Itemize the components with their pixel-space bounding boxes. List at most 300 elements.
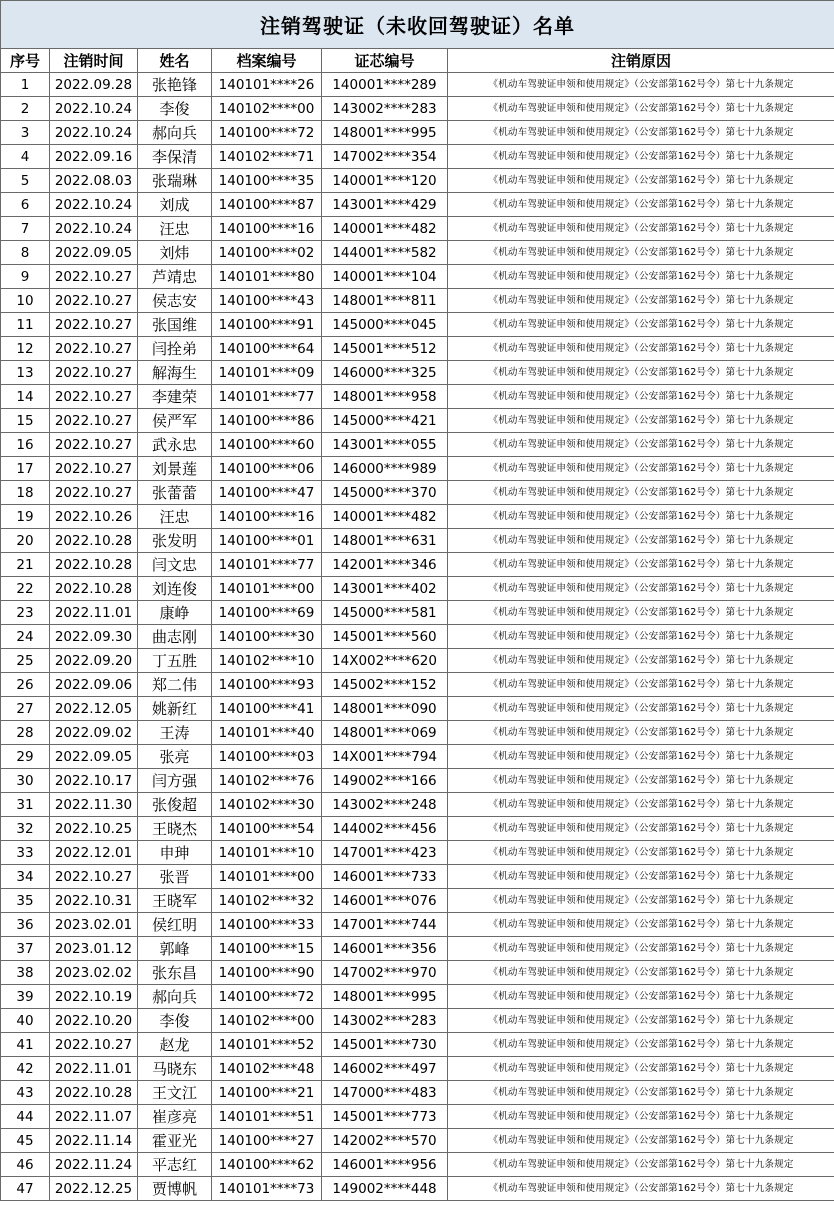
- cell-no: 6: [1, 193, 50, 217]
- cell-no: 12: [1, 337, 50, 361]
- column-header-reason: 注销原因: [448, 49, 834, 73]
- cell-date: 2022.10.27: [50, 313, 138, 337]
- cell-core-number: 142002****570: [322, 1129, 448, 1153]
- column-header-no: 序号: [1, 49, 50, 73]
- table-row: [1, 1105, 834, 1129]
- cell-date: 2022.09.06: [50, 673, 138, 697]
- table-row: [1, 817, 834, 841]
- table-row: [1, 433, 834, 457]
- cell-file-number: 140100****54: [212, 817, 322, 841]
- cell-name: 曲志刚: [138, 625, 212, 649]
- cell-reason: 《机动车驾驶证申领和使用规定》（公安部第162号令）第七十九条规定: [448, 1153, 834, 1177]
- cell-reason: 《机动车驾驶证申领和使用规定》（公安部第162号令）第七十九条规定: [448, 913, 834, 937]
- cell-core-number: 147002****970: [322, 961, 448, 985]
- cell-name: 姚新红: [138, 697, 212, 721]
- cell-date: 2022.10.27: [50, 265, 138, 289]
- cell-core-number: 147001****744: [322, 913, 448, 937]
- cell-file-number: 140102****71: [212, 145, 322, 169]
- cell-file-number: 140100****33: [212, 913, 322, 937]
- cell-file-number: 140100****87: [212, 193, 322, 217]
- cell-name: 申珅: [138, 841, 212, 865]
- cell-reason: 《机动车驾驶证申领和使用规定》（公安部第162号令）第七十九条规定: [448, 841, 834, 865]
- table-row: [1, 73, 834, 97]
- cell-file-number: 140102****00: [212, 1009, 322, 1033]
- cell-reason: 《机动车驾驶证申领和使用规定》（公安部第162号令）第七十九条规定: [448, 265, 834, 289]
- cell-core-number: 140001****104: [322, 265, 448, 289]
- cell-no: 13: [1, 361, 50, 385]
- cell-date: 2022.10.28: [50, 553, 138, 577]
- cell-no: 14: [1, 385, 50, 409]
- cell-no: 45: [1, 1129, 50, 1153]
- cell-no: 23: [1, 601, 50, 625]
- cell-core-number: 142001****346: [322, 553, 448, 577]
- cell-date: 2022.10.28: [50, 1081, 138, 1105]
- cell-core-number: 148001****995: [322, 121, 448, 145]
- cell-file-number: 140100****01: [212, 529, 322, 553]
- cell-name: 郭峰: [138, 937, 212, 961]
- cell-core-number: 143001****429: [322, 193, 448, 217]
- cell-file-number: 140100****47: [212, 481, 322, 505]
- cell-file-number: 140100****02: [212, 241, 322, 265]
- cell-name: 张发明: [138, 529, 212, 553]
- cell-date: 2022.09.05: [50, 241, 138, 265]
- cell-reason: 《机动车驾驶证申领和使用规定》（公安部第162号令）第七十九条规定: [448, 121, 834, 145]
- cell-reason: 《机动车驾驶证申领和使用规定》（公安部第162号令）第七十九条规定: [448, 985, 834, 1009]
- cell-file-number: 140101****77: [212, 385, 322, 409]
- cell-name: 闫文忠: [138, 553, 212, 577]
- cell-reason: 《机动车驾驶证申领和使用规定》（公安部第162号令）第七十九条规定: [448, 1105, 834, 1129]
- cell-core-number: 146001****956: [322, 1153, 448, 1177]
- cell-date: 2022.12.05: [50, 697, 138, 721]
- cell-date: 2022.10.31: [50, 889, 138, 913]
- cell-name: 张晋: [138, 865, 212, 889]
- cell-core-number: 146000****989: [322, 457, 448, 481]
- cell-file-number: 140102****30: [212, 793, 322, 817]
- cell-file-number: 140100****43: [212, 289, 322, 313]
- table-row: [1, 289, 834, 313]
- cell-reason: 《机动车驾驶证申领和使用规定》（公安部第162号令）第七十九条规定: [448, 889, 834, 913]
- cell-core-number: 146001****076: [322, 889, 448, 913]
- cell-date: 2022.10.24: [50, 97, 138, 121]
- cell-core-number: 145001****773: [322, 1105, 448, 1129]
- cell-core-number: 14X002****620: [322, 649, 448, 673]
- cell-date: 2022.10.26: [50, 505, 138, 529]
- cell-no: 22: [1, 577, 50, 601]
- table-row: [1, 577, 834, 601]
- cell-reason: 《机动车驾驶证申领和使用规定》（公安部第162号令）第七十九条规定: [448, 721, 834, 745]
- cell-core-number: 145000****421: [322, 409, 448, 433]
- cell-name: 刘成: [138, 193, 212, 217]
- cell-core-number: 145000****045: [322, 313, 448, 337]
- cell-date: 2022.11.30: [50, 793, 138, 817]
- cell-no: 43: [1, 1081, 50, 1105]
- cell-reason: 《机动车驾驶证申领和使用规定》（公安部第162号令）第七十九条规定: [448, 385, 834, 409]
- cell-date: 2022.10.27: [50, 481, 138, 505]
- table-row: [1, 1057, 834, 1081]
- table-row: [1, 361, 834, 385]
- table-row: [1, 217, 834, 241]
- table-row: [1, 649, 834, 673]
- table-row: [1, 505, 834, 529]
- cell-reason: 《机动车驾驶证申领和使用规定》（公安部第162号令）第七十九条规定: [448, 745, 834, 769]
- cell-no: 8: [1, 241, 50, 265]
- cell-name: 李建荣: [138, 385, 212, 409]
- cell-core-number: 145000****370: [322, 481, 448, 505]
- table-row: [1, 97, 834, 121]
- table-row: [1, 529, 834, 553]
- cell-date: 2022.09.28: [50, 73, 138, 97]
- column-header-date: 注销时间: [50, 49, 138, 73]
- cell-core-number: 149002****448: [322, 1177, 448, 1201]
- cell-file-number: 140102****76: [212, 769, 322, 793]
- cell-date: 2022.10.27: [50, 433, 138, 457]
- cell-file-number: 140102****00: [212, 97, 322, 121]
- table-row: [1, 937, 834, 961]
- cell-date: 2022.09.05: [50, 745, 138, 769]
- cell-date: 2022.10.17: [50, 769, 138, 793]
- table-row: [1, 385, 834, 409]
- cell-date: 2022.10.27: [50, 1033, 138, 1057]
- cell-no: 30: [1, 769, 50, 793]
- cell-name: 王涛: [138, 721, 212, 745]
- cell-core-number: 148001****958: [322, 385, 448, 409]
- cell-date: 2022.11.14: [50, 1129, 138, 1153]
- cell-no: 17: [1, 457, 50, 481]
- cell-name: 王文江: [138, 1081, 212, 1105]
- cell-file-number: 140100****16: [212, 217, 322, 241]
- table-row: [1, 193, 834, 217]
- cell-no: 36: [1, 913, 50, 937]
- cell-core-number: 146001****356: [322, 937, 448, 961]
- cell-reason: 《机动车驾驶证申领和使用规定》（公安部第162号令）第七十九条规定: [448, 193, 834, 217]
- cell-reason: 《机动车驾驶证申领和使用规定》（公安部第162号令）第七十九条规定: [448, 649, 834, 673]
- cell-reason: 《机动车驾驶证申领和使用规定》（公安部第162号令）第七十九条规定: [448, 1177, 834, 1201]
- cell-name: 李俊: [138, 97, 212, 121]
- cell-date: 2022.10.27: [50, 409, 138, 433]
- cell-reason: 《机动车驾驶证申领和使用规定》（公安部第162号令）第七十九条规定: [448, 961, 834, 985]
- cell-reason: 《机动车驾驶证申领和使用规定》（公安部第162号令）第七十九条规定: [448, 769, 834, 793]
- cell-date: 2022.10.24: [50, 217, 138, 241]
- table-row: [1, 313, 834, 337]
- cell-core-number: 147002****354: [322, 145, 448, 169]
- table-row: [1, 265, 834, 289]
- cell-core-number: 145000****581: [322, 601, 448, 625]
- cell-core-number: 143001****402: [322, 577, 448, 601]
- cell-file-number: 140101****80: [212, 265, 322, 289]
- cell-file-number: 140100****30: [212, 625, 322, 649]
- table-row: [1, 457, 834, 481]
- cell-no: 16: [1, 433, 50, 457]
- cell-date: 2022.10.24: [50, 121, 138, 145]
- cell-name: 芦靖忠: [138, 265, 212, 289]
- cell-reason: 《机动车驾驶证申领和使用规定》（公安部第162号令）第七十九条规定: [448, 313, 834, 337]
- cell-no: 19: [1, 505, 50, 529]
- cell-core-number: 140001****482: [322, 217, 448, 241]
- cell-no: 2: [1, 97, 50, 121]
- cell-core-number: 14X001****794: [322, 745, 448, 769]
- cell-reason: 《机动车驾驶证申领和使用规定》（公安部第162号令）第七十九条规定: [448, 1033, 834, 1057]
- cell-reason: 《机动车驾驶证申领和使用规定》（公安部第162号令）第七十九条规定: [448, 457, 834, 481]
- cell-core-number: 143002****248: [322, 793, 448, 817]
- cell-date: 2023.02.02: [50, 961, 138, 985]
- cell-core-number: 148001****090: [322, 697, 448, 721]
- cell-no: 38: [1, 961, 50, 985]
- cell-name: 侯严军: [138, 409, 212, 433]
- cell-name: 平志红: [138, 1153, 212, 1177]
- cell-core-number: 148001****811: [322, 289, 448, 313]
- cell-name: 张艳锋: [138, 73, 212, 97]
- cell-no: 42: [1, 1057, 50, 1081]
- cell-date: 2022.10.19: [50, 985, 138, 1009]
- table-row: [1, 481, 834, 505]
- cell-name: 侯红明: [138, 913, 212, 937]
- cell-no: 47: [1, 1177, 50, 1201]
- cell-no: 15: [1, 409, 50, 433]
- table-row: [1, 1081, 834, 1105]
- cell-core-number: 145001****512: [322, 337, 448, 361]
- cell-date: 2022.10.27: [50, 385, 138, 409]
- cell-name: 解海生: [138, 361, 212, 385]
- cell-no: 37: [1, 937, 50, 961]
- table-row: [1, 913, 834, 937]
- cell-date: 2022.12.25: [50, 1177, 138, 1201]
- cell-core-number: 144001****582: [322, 241, 448, 265]
- cell-reason: 《机动车驾驶证申领和使用规定》（公安部第162号令）第七十九条规定: [448, 1057, 834, 1081]
- cell-name: 汪忠: [138, 505, 212, 529]
- cell-reason: 《机动车驾驶证申领和使用规定》（公安部第162号令）第七十九条规定: [448, 1009, 834, 1033]
- cell-no: 34: [1, 865, 50, 889]
- table-row: [1, 961, 834, 985]
- cell-file-number: 140100****06: [212, 457, 322, 481]
- cell-date: 2022.10.20: [50, 1009, 138, 1033]
- cell-name: 李保清: [138, 145, 212, 169]
- cell-core-number: 147000****483: [322, 1081, 448, 1105]
- cell-file-number: 140100****16: [212, 505, 322, 529]
- cell-no: 41: [1, 1033, 50, 1057]
- cell-date: 2022.10.27: [50, 865, 138, 889]
- table-row: [1, 169, 834, 193]
- cell-name: 崔彦亮: [138, 1105, 212, 1129]
- cell-core-number: 146000****325: [322, 361, 448, 385]
- cell-file-number: 140100****86: [212, 409, 322, 433]
- header-row: [1, 49, 834, 73]
- cell-core-number: 140001****289: [322, 73, 448, 97]
- cell-no: 18: [1, 481, 50, 505]
- cell-file-number: 140100****15: [212, 937, 322, 961]
- cell-no: 26: [1, 673, 50, 697]
- cell-no: 21: [1, 553, 50, 577]
- cell-date: 2022.09.30: [50, 625, 138, 649]
- cell-reason: 《机动车驾驶证申领和使用规定》（公安部第162号令）第七十九条规定: [448, 433, 834, 457]
- table-title: 注销驾驶证（未收回驾驶证）名单: [1, 1, 834, 49]
- cell-name: 张国维: [138, 313, 212, 337]
- table-row: [1, 625, 834, 649]
- table-row: [1, 1153, 834, 1177]
- cell-file-number: 140101****10: [212, 841, 322, 865]
- cell-no: 40: [1, 1009, 50, 1033]
- cell-reason: 《机动车驾驶证申领和使用规定》（公安部第162号令）第七十九条规定: [448, 337, 834, 361]
- cell-name: 张瑞琳: [138, 169, 212, 193]
- cell-name: 侯志安: [138, 289, 212, 313]
- cell-no: 46: [1, 1153, 50, 1177]
- cell-name: 张蕾蕾: [138, 481, 212, 505]
- cell-no: 27: [1, 697, 50, 721]
- cell-date: 2022.10.27: [50, 361, 138, 385]
- cell-file-number: 140102****32: [212, 889, 322, 913]
- cell-name: 郑二伟: [138, 673, 212, 697]
- cell-date: 2022.10.27: [50, 457, 138, 481]
- cell-name: 康峥: [138, 601, 212, 625]
- cell-reason: 《机动车驾驶证申领和使用规定》（公安部第162号令）第七十九条规定: [448, 529, 834, 553]
- cell-no: 33: [1, 841, 50, 865]
- cell-date: 2022.09.20: [50, 649, 138, 673]
- cell-file-number: 140100****72: [212, 985, 322, 1009]
- cell-no: 5: [1, 169, 50, 193]
- cell-reason: 《机动车驾驶证申领和使用规定》（公安部第162号令）第七十九条规定: [448, 937, 834, 961]
- table-body: [1, 73, 834, 1201]
- cell-reason: 《机动车驾驶证申领和使用规定》（公安部第162号令）第七十九条规定: [448, 505, 834, 529]
- cell-reason: 《机动车驾驶证申领和使用规定》（公安部第162号令）第七十九条规定: [448, 97, 834, 121]
- cell-date: 2022.10.25: [50, 817, 138, 841]
- cell-no: 35: [1, 889, 50, 913]
- table-row: [1, 745, 834, 769]
- cell-reason: 《机动车驾驶证申领和使用规定》（公安部第162号令）第七十九条规定: [448, 817, 834, 841]
- cell-name: 武永忠: [138, 433, 212, 457]
- cell-no: 25: [1, 649, 50, 673]
- cell-reason: 《机动车驾驶证申领和使用规定》（公安部第162号令）第七十九条规定: [448, 793, 834, 817]
- cell-core-number: 143002****283: [322, 97, 448, 121]
- cell-date: 2022.08.03: [50, 169, 138, 193]
- column-header-name: 姓名: [138, 49, 212, 73]
- cell-no: 4: [1, 145, 50, 169]
- cell-date: 2022.11.01: [50, 1057, 138, 1081]
- cell-file-number: 140100****64: [212, 337, 322, 361]
- cell-file-number: 140101****77: [212, 553, 322, 577]
- table-row: [1, 337, 834, 361]
- cell-file-number: 140100****41: [212, 697, 322, 721]
- cell-reason: 《机动车驾驶证申领和使用规定》（公安部第162号令）第七十九条规定: [448, 145, 834, 169]
- table-row: [1, 121, 834, 145]
- cell-name: 赵龙: [138, 1033, 212, 1057]
- cell-no: 3: [1, 121, 50, 145]
- cell-core-number: 143001****055: [322, 433, 448, 457]
- cell-name: 马晓东: [138, 1057, 212, 1081]
- cell-no: 1: [1, 73, 50, 97]
- table-row: [1, 841, 834, 865]
- cell-reason: 《机动车驾驶证申领和使用规定》（公安部第162号令）第七十九条规定: [448, 409, 834, 433]
- table-row: [1, 409, 834, 433]
- cell-name: 汪忠: [138, 217, 212, 241]
- table-row: [1, 1177, 834, 1201]
- table-row: [1, 769, 834, 793]
- cell-name: 李俊: [138, 1009, 212, 1033]
- cell-reason: 《机动车驾驶证申领和使用规定》（公安部第162号令）第七十九条规定: [448, 1129, 834, 1153]
- cell-no: 31: [1, 793, 50, 817]
- cell-date: 2022.10.28: [50, 577, 138, 601]
- cell-date: 2022.09.16: [50, 145, 138, 169]
- cell-core-number: 148001****069: [322, 721, 448, 745]
- cell-date: 2022.12.01: [50, 841, 138, 865]
- cell-reason: 《机动车驾驶证申领和使用规定》（公安部第162号令）第七十九条规定: [448, 601, 834, 625]
- cell-name: 刘连俊: [138, 577, 212, 601]
- cell-no: 44: [1, 1105, 50, 1129]
- cell-reason: 《机动车驾驶证申领和使用规定》（公安部第162号令）第七十九条规定: [448, 361, 834, 385]
- cell-file-number: 140100****93: [212, 673, 322, 697]
- cell-name: 张俊超: [138, 793, 212, 817]
- cell-file-number: 140101****73: [212, 1177, 322, 1201]
- table-row: [1, 721, 834, 745]
- table-row: [1, 1129, 834, 1153]
- cell-no: 20: [1, 529, 50, 553]
- cell-name: 闫拴弟: [138, 337, 212, 361]
- cell-core-number: 140001****482: [322, 505, 448, 529]
- table-row: [1, 697, 834, 721]
- cell-core-number: 148001****631: [322, 529, 448, 553]
- cell-no: 29: [1, 745, 50, 769]
- cell-core-number: 145001****730: [322, 1033, 448, 1057]
- cell-reason: 《机动车驾驶证申领和使用规定》（公安部第162号令）第七十九条规定: [448, 673, 834, 697]
- cell-file-number: 140101****51: [212, 1105, 322, 1129]
- cell-name: 郝向兵: [138, 121, 212, 145]
- table-row: [1, 889, 834, 913]
- table-row: [1, 241, 834, 265]
- cell-core-number: 144002****456: [322, 817, 448, 841]
- cell-file-number: 140101****09: [212, 361, 322, 385]
- cell-name: 张东昌: [138, 961, 212, 985]
- table-row: [1, 601, 834, 625]
- table-row: [1, 865, 834, 889]
- cell-name: 贾博帆: [138, 1177, 212, 1201]
- cell-no: 10: [1, 289, 50, 313]
- cell-date: 2022.11.07: [50, 1105, 138, 1129]
- cell-reason: 《机动车驾驶证申领和使用规定》（公安部第162号令）第七十九条规定: [448, 481, 834, 505]
- cell-core-number: 145002****152: [322, 673, 448, 697]
- cell-no: 28: [1, 721, 50, 745]
- cell-file-number: 140101****26: [212, 73, 322, 97]
- table-row: [1, 1033, 834, 1057]
- cell-file-number: 140102****48: [212, 1057, 322, 1081]
- cell-name: 闫方强: [138, 769, 212, 793]
- cell-name: 丁五胜: [138, 649, 212, 673]
- cell-name: 刘炜: [138, 241, 212, 265]
- cell-name: 王晓杰: [138, 817, 212, 841]
- cell-core-number: 146002****497: [322, 1057, 448, 1081]
- table-row: [1, 1009, 834, 1033]
- column-header-file-number: 档案编号: [212, 49, 322, 73]
- cell-file-number: 140100****91: [212, 313, 322, 337]
- cell-reason: 《机动车驾驶证申领和使用规定》（公安部第162号令）第七十九条规定: [448, 169, 834, 193]
- cell-date: 2022.10.27: [50, 337, 138, 361]
- cell-core-number: 149002****166: [322, 769, 448, 793]
- cell-reason: 《机动车驾驶证申领和使用规定》（公安部第162号令）第七十九条规定: [448, 865, 834, 889]
- cell-name: 王晓军: [138, 889, 212, 913]
- cell-reason: 《机动车驾驶证申领和使用规定》（公安部第162号令）第七十九条规定: [448, 625, 834, 649]
- cell-file-number: 140100****35: [212, 169, 322, 193]
- cell-core-number: 147001****423: [322, 841, 448, 865]
- cell-reason: 《机动车驾驶证申领和使用规定》（公安部第162号令）第七十九条规定: [448, 217, 834, 241]
- cell-date: 2022.11.01: [50, 601, 138, 625]
- cell-core-number: 143002****283: [322, 1009, 448, 1033]
- table-row: [1, 145, 834, 169]
- cell-file-number: 140100****69: [212, 601, 322, 625]
- cell-core-number: 146001****733: [322, 865, 448, 889]
- cell-file-number: 140100****21: [212, 1081, 322, 1105]
- cell-no: 11: [1, 313, 50, 337]
- table-row: [1, 985, 834, 1009]
- cell-file-number: 140100****60: [212, 433, 322, 457]
- cell-date: 2022.10.28: [50, 529, 138, 553]
- cell-file-number: 140101****40: [212, 721, 322, 745]
